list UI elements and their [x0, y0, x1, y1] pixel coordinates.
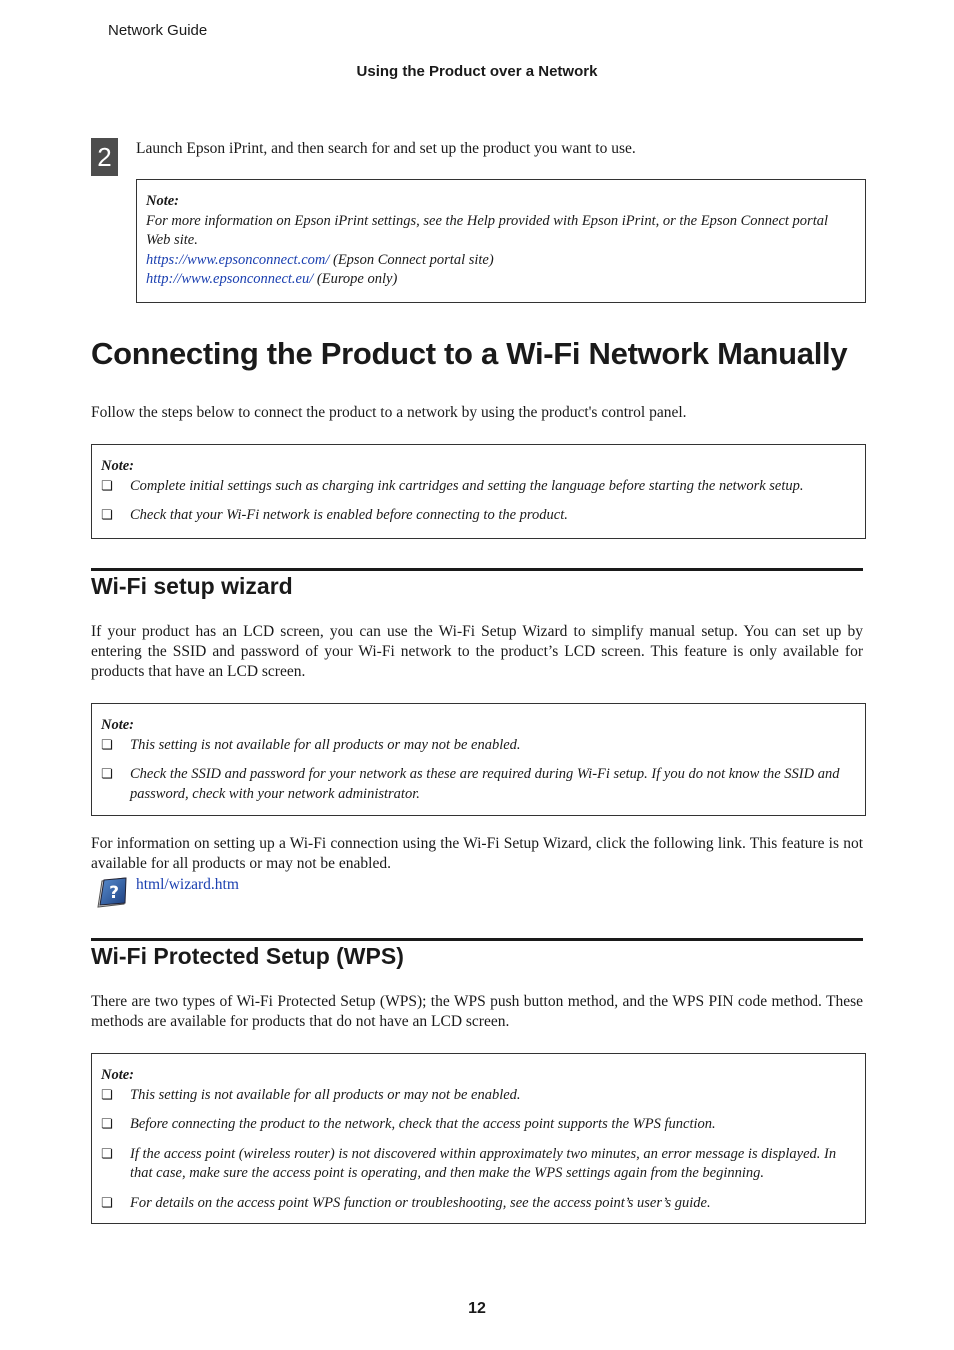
epson-connect-eu-link[interactable]: http://www.epsonconnect.eu/	[146, 271, 314, 287]
section-title-wps: Wi-Fi Protected Setup (WPS)	[91, 943, 404, 969]
note-box-wizard	[91, 703, 866, 816]
epson-connect-link[interactable]: https://www.epsonconnect.com/	[146, 251, 330, 268]
note-box-wps	[91, 1053, 866, 1224]
wizard-help-link[interactable]: html/wizard.htm	[136, 876, 239, 893]
link-description: (Europe only)	[313, 271, 398, 287]
page-title: Connecting the Product to a Wi-Fi Network Manually	[91, 336, 848, 371]
note-link-row	[146, 251, 856, 271]
help-book-icon[interactable]	[94, 876, 130, 912]
section-divider	[91, 568, 863, 571]
step-number-badge: 2	[91, 138, 118, 176]
checkbox-bullet-icon: ❏	[101, 478, 113, 494]
list-item: ❏ Check that your Wi-Fi network is enabled before connecting to the product.	[101, 506, 856, 526]
step-text: Launch Epson iPrint, and then search for and set up the product you want to use.	[136, 140, 636, 157]
list-item: ❏ Before connecting the product to the network, check that the access point supports the WPS function.	[101, 1115, 856, 1135]
list-item: ❏ Complete initial settings such as charging ink cartridges and setting the language before starting the network setup.	[101, 477, 856, 497]
intro-paragraph: Follow the steps below to connect the product to a network by using the product's control panel.	[91, 404, 687, 421]
header-section-title: Using the Product over a Network	[356, 63, 598, 80]
checkbox-bullet-icon: ❏	[101, 737, 113, 753]
note-box-prerequisites	[91, 444, 866, 539]
link-description: (Epson Connect portal site)	[329, 251, 494, 268]
note-link-row	[146, 270, 856, 290]
note-title: Note:	[101, 1067, 135, 1083]
checkbox-bullet-icon: ❏	[101, 508, 113, 523]
note-title: Note:	[146, 193, 180, 209]
note-list	[101, 736, 856, 805]
list-item: ❏ For details on the access point WPS function or troubleshooting, see the access point’s user’s guide.	[101, 1194, 856, 1214]
checkbox-bullet-icon: ❏	[101, 1117, 113, 1132]
checkbox-bullet-icon: ❏	[101, 1195, 113, 1211]
wizard-link-paragraph: For information on setting up a Wi-Fi connection using the Wi-Fi Setup Wizard, click the following link. This feature is not available for all products or may not be enabled.	[91, 835, 863, 872]
checkbox-bullet-icon: ❏	[101, 1146, 113, 1162]
section-title-wizard: Wi-Fi setup wizard	[91, 573, 293, 599]
list-item: ❏ Check the SSID and password for your network as these are required during Wi-Fi setup. If you do not know the SSID and password, check with your network administrator.	[101, 766, 840, 802]
list-item: ❏ This setting is not available for all products or may not be enabled.	[101, 736, 856, 756]
list-item: ❏ If the access point (wireless router) is not discovered within approximately two minutes, an error message is displayed. In that case, make sure the access point is operating, and then make the WPS settings again from the beginning.	[101, 1145, 837, 1181]
header-doc-title: Network Guide	[108, 22, 208, 39]
note-box-iprint	[136, 179, 866, 303]
list-item: ❏ This setting is not available for all products or may not be enabled.	[101, 1086, 856, 1106]
svg-text:?: ?	[109, 883, 119, 903]
checkbox-bullet-icon: ❏	[101, 1087, 113, 1103]
note-title: Note:	[101, 458, 135, 474]
checkbox-bullet-icon: ❏	[101, 767, 113, 782]
wps-paragraph: There are two types of Wi-Fi Protected Setup (WPS); the WPS push button method, and the WPS PIN code method. These methods are available for products that do not have an LCD screen.	[91, 993, 863, 1030]
note-list	[101, 477, 856, 526]
section-divider	[91, 938, 863, 941]
note-title: Note:	[101, 717, 135, 733]
wizard-paragraph: If your product has an LCD screen, you can use the Wi-Fi Setup Wizard to simplify manual setup. You can set up by entering the SSID and password of your Wi-Fi network to the product’s LCD screen. This feature is only available for products that have an LCD screen.	[91, 623, 863, 680]
page-number: 12	[468, 1300, 486, 1317]
note-text: For more information on Epson iPrint settings, see the Help provided with Epson iPrint, or the Epson Connect portal Web site.	[146, 212, 828, 248]
note-list	[101, 1086, 856, 1214]
